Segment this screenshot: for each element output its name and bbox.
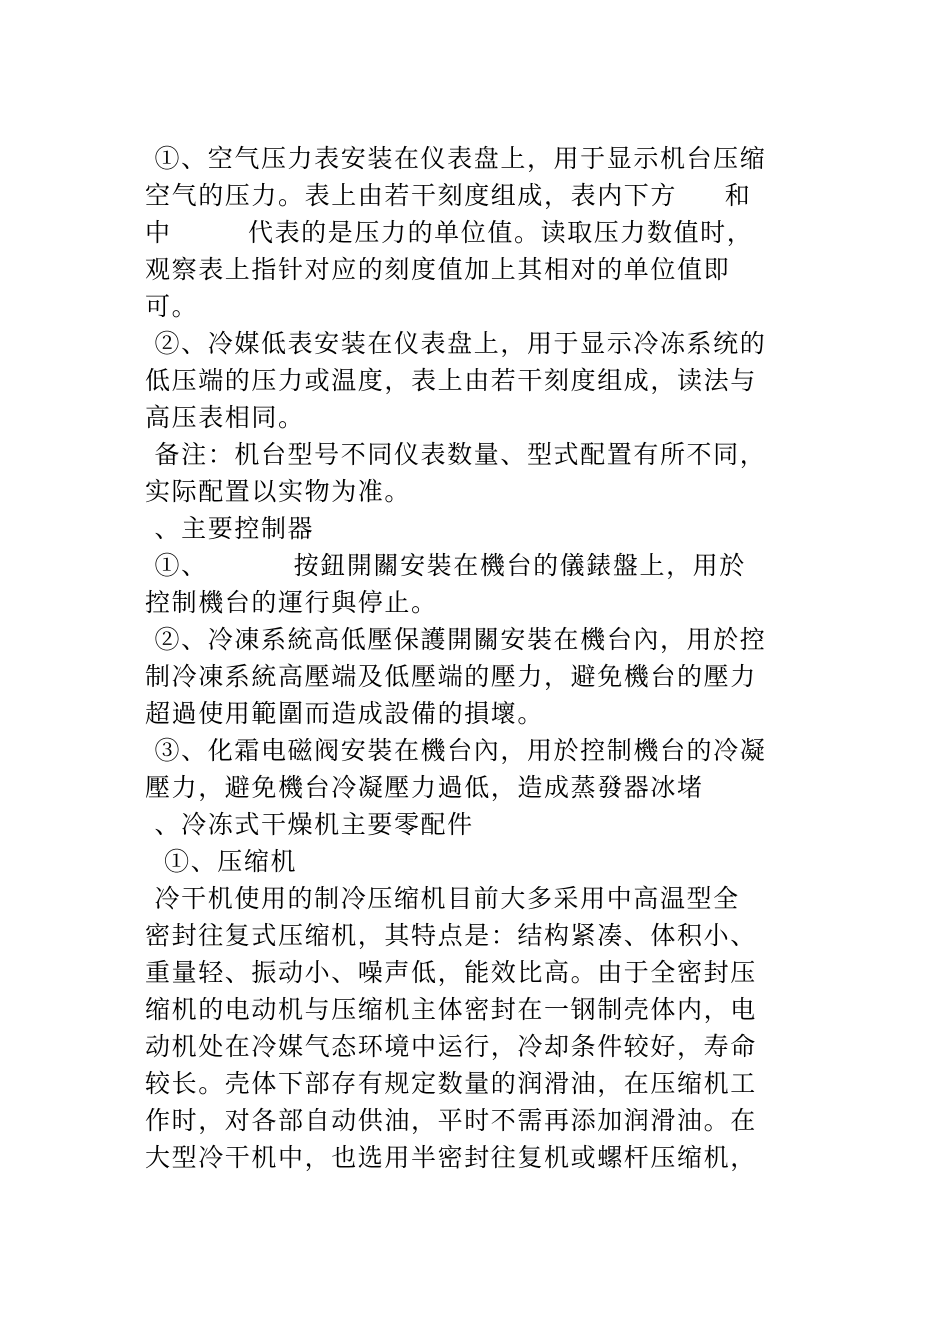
subsection-heading: ①、压缩机 xyxy=(145,847,298,876)
text-line: 较长。壳体下部存有规定数量的润滑油，在压缩机工 xyxy=(145,1069,757,1098)
text-line: ②、冷媒低表安装在仪表盘上，用于显示冷冻系统的 xyxy=(145,329,767,358)
text-line: 空气的压力。表上由若干刻度组成，表内下方 和 xyxy=(145,181,752,210)
section-heading: 、主要控制器 xyxy=(145,514,315,543)
text-line: 制冷凍系統高壓端及低壓端的壓力，避免機台的壓力 xyxy=(145,662,757,691)
text-line: 缩机的电动机与压缩机主体密封在一钢制壳体内，电 xyxy=(145,995,757,1024)
text-line: 高压表相同。 xyxy=(145,403,305,432)
text-line: 作时，对各部自动供油，平时不需再添加润滑油。在 xyxy=(145,1106,757,1135)
text-line: 控制機台的運行與停止。 xyxy=(145,588,438,617)
text-line: 大型冷干机中，也选用半密封往复机或螺杆压缩机， xyxy=(145,1143,757,1172)
text-line: 实际配置以实物为准。 xyxy=(145,477,412,506)
text-line: 壓力，避免機台冷凝壓力過低，造成蒸發器冰堵 xyxy=(145,773,704,802)
text-line: 重量轻、振动小、噪声低，能效比高。由于全密封压 xyxy=(145,958,757,987)
text-line: 低压端的压力或温度，表上由若干刻度组成，读法与 xyxy=(145,366,757,395)
text-line: ①、 按鈕開關安裝在機台的儀錶盤上，用於 xyxy=(145,551,746,580)
text-line: 可。 xyxy=(145,292,199,321)
text-line: 超過使用範圍而造成設備的損壞。 xyxy=(145,699,545,728)
text-line: ③、化霜电磁阀安裝在機台內，用於控制機台的冷凝 xyxy=(145,736,767,765)
text-line: 中 代表的是压力的单位值。读取压力数值时， xyxy=(145,218,754,247)
text-line: 观察表上指针对应的刻度值加上其相对的单位值即 xyxy=(145,255,731,284)
document-body xyxy=(145,140,815,1176)
text-line: 备注：机台型号不同仪表数量、型式配置有所不同， xyxy=(145,440,767,469)
text-line: 密封往复式压缩机，其特点是：结构紧凑、体积小、 xyxy=(145,921,757,950)
text-line: 动机处在冷媒气态环境中运行，冷却条件较好，寿命 xyxy=(145,1032,757,1061)
section-heading: 、冷冻式干燥机主要零配件 xyxy=(145,810,474,839)
text-line: 冷干机使用的制冷压缩机目前大多采用中高温型全 xyxy=(145,884,740,913)
text-line: ②、冷凍系統高低壓保護開關安裝在機台內，用於控 xyxy=(145,625,767,654)
text-line: ①、空气压力表安装在仪表盘上，用于显示机台压缩 xyxy=(145,144,767,173)
